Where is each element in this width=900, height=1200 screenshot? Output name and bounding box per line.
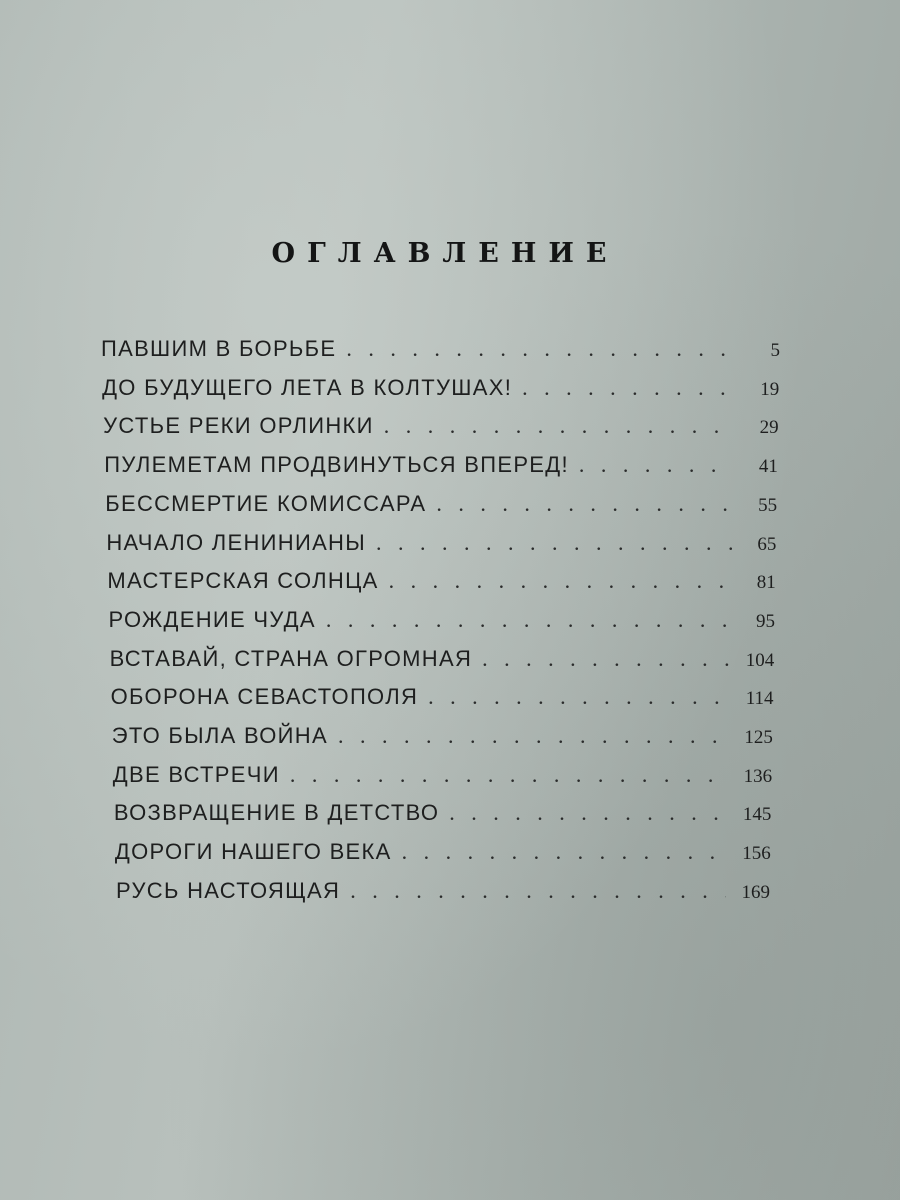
toc-entry (114, 800, 772, 834)
toc-entry-page: 104 (745, 649, 775, 671)
dot-leader (389, 568, 732, 594)
toc-entry (105, 491, 777, 525)
toc-entry-title: ПУЛЕМЕТАМ ПРОДВИНУТЬСЯ ВПЕРЕД! (104, 452, 569, 478)
toc-entry-title: ЭТО БЫЛА ВОЙНА (111, 723, 328, 748)
toc-entry (106, 530, 776, 564)
dot-leader (428, 684, 729, 710)
toc-entry-title: РОЖДЕНИЕ ЧУДА (108, 606, 316, 632)
toc-entry-page: 169 (741, 881, 770, 903)
toc-entry (103, 413, 778, 447)
toc-entry-page: 136 (743, 765, 773, 787)
dot-leader (338, 723, 729, 749)
toc-entry-page: 19 (760, 378, 780, 400)
dot-leader (579, 452, 734, 478)
toc-entry-title: ДВЕ ВСТРЕЧИ (112, 761, 280, 787)
toc-entry-title: ОБОРОНА СЕВАСТОПОЛЯ (110, 684, 419, 710)
toc-entry (110, 646, 775, 680)
dot-leader (350, 878, 726, 904)
toc-entry (107, 568, 775, 602)
toc-entry (113, 762, 772, 796)
toc-entry (112, 723, 773, 757)
toc-entry (101, 336, 780, 370)
page-title: ОГЛАВЛЕНИЕ (271, 238, 619, 269)
dot-leader (376, 530, 732, 556)
toc-entry-title: ВСТАВАЙ, СТРАНА ОГРОМНАЯ (109, 645, 473, 671)
toc-entry-page: 114 (745, 688, 774, 710)
toc-entry-title: МАСТЕРСКАЯ СОЛНЦА (107, 568, 379, 594)
dot-leader (402, 839, 727, 865)
toc-entry-page: 29 (759, 417, 779, 439)
dot-leader (384, 413, 735, 439)
toc-entry (104, 452, 778, 486)
toc-entry-page: 156 (742, 843, 771, 865)
toc-entry (102, 375, 779, 409)
dot-leader (449, 800, 727, 826)
dot-leader (522, 375, 735, 401)
dot-leader (346, 336, 736, 362)
toc-entry-title: ДОРОГИ НАШЕГО ВЕКА (114, 839, 392, 865)
dot-leader (482, 646, 730, 672)
dot-leader (326, 607, 731, 633)
toc-entry-page: 55 (758, 494, 778, 516)
toc-entry-page: 5 (770, 340, 780, 361)
toc-entry-page: 81 (756, 572, 776, 594)
dot-leader (290, 762, 728, 788)
toc-entry (116, 878, 770, 912)
toc-entry (109, 607, 776, 641)
toc-entry-title: ПАВШИМ В БОРЬБЕ (101, 336, 337, 361)
dot-leader (436, 491, 733, 517)
toc-entry (111, 684, 774, 718)
toc-entry-page: 95 (756, 610, 775, 632)
toc-entry-title: ДО БУДУЩЕГО ЛЕТА В КОЛТУШАХ! (102, 374, 513, 400)
toc-entry-title: НАЧАЛО ЛЕНИНИАНЫ (106, 529, 367, 555)
toc-entry-title: БЕССМЕРТИЕ КОМИССАРА (105, 490, 427, 516)
toc-entry-title: ВОЗВРАЩЕНИЕ В ДЕТСТВО (113, 800, 440, 826)
toc-entry-title: РУСЬ НАСТОЯЩАЯ (116, 877, 341, 903)
toc-entry-title: УСТЬЕ РЕКИ ОРЛИНКИ (103, 413, 374, 439)
toc-entry (115, 839, 771, 873)
toc-entry-page: 125 (744, 727, 773, 748)
toc-entry-page: 41 (758, 456, 778, 478)
toc-entry-page: 65 (757, 533, 777, 555)
toc-entry-page: 145 (742, 804, 772, 826)
